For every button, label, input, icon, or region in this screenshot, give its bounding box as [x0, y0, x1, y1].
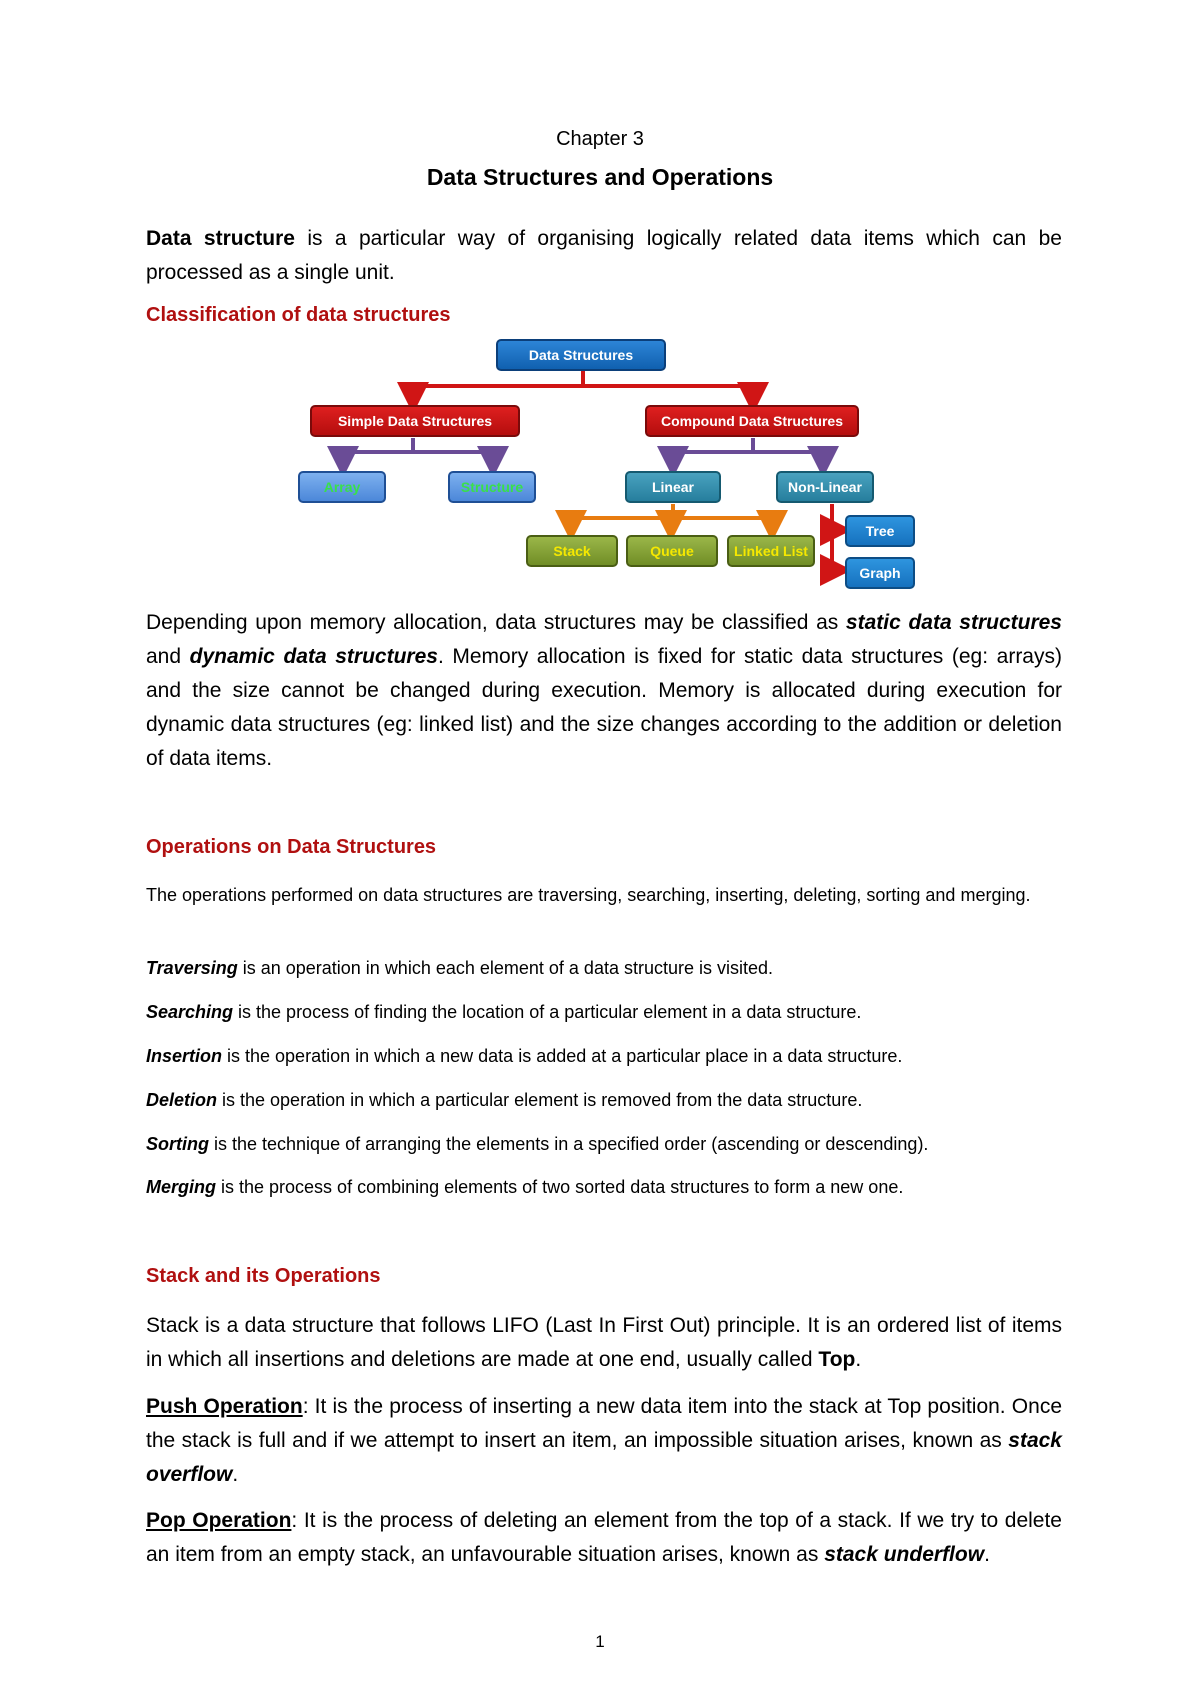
node-label-queue: Queue	[650, 543, 694, 559]
operation-item	[146, 1041, 1062, 1071]
node-label-root: Data Structures	[528, 347, 634, 363]
operation-text: is the operation in which a particular element is removed from the data structure.	[217, 1090, 863, 1110]
memory-text-2: and	[146, 645, 190, 668]
node-data-structures	[497, 340, 665, 370]
simple-connectors	[343, 438, 493, 470]
operation-term: Sorting	[146, 1134, 209, 1154]
stack-heading: Stack and its Operations	[146, 1265, 381, 1287]
node-graph	[846, 558, 914, 588]
node-stack	[527, 536, 617, 566]
node-label-graph: Graph	[859, 565, 901, 581]
operation-term: Insertion	[146, 1046, 223, 1066]
operation-term: Traversing	[146, 958, 238, 978]
operation-text: is the process of finding the location of a particular element in a data structure.	[233, 1002, 862, 1022]
node-array	[299, 472, 385, 502]
intro-term: Data structure	[146, 227, 295, 250]
pop-operation-paragraph	[146, 1504, 1062, 1572]
operation-item	[146, 997, 1062, 1027]
operation-text: is the operation in which a new data is added at a particular place in a data structure.	[222, 1046, 903, 1066]
stack-intro-text: Stack is a data structure that follows LIFO (Last In First Out) principle. It is an ordered list of items in which all insertions and deletions are made at one end, usually called	[146, 1314, 1062, 1371]
page-number: 1	[595, 1632, 605, 1651]
memory-allocation-paragraph	[146, 606, 1062, 776]
memory-text-3: . Memory allocation is fixed for static data structures (eg: arrays) and the size cannot be changed during execution. Memory is allocated during execution for dynamic data structures (eg: linked list) and the size changes according to the addition or deletion of data items.	[146, 645, 1062, 770]
node-label-structure: Structure	[460, 479, 524, 495]
node-compound-data-structures	[646, 406, 858, 436]
pop-operation-end: .	[984, 1543, 990, 1566]
node-label-tree: Tree	[865, 523, 895, 539]
stack-underflow-term: stack underflow	[824, 1543, 985, 1566]
memory-text-1: Depending upon memory allocation, data structures may be classified as	[146, 611, 846, 634]
stack-intro-end: .	[855, 1348, 862, 1371]
operation-text: is an operation in which each element of a data structure is visited.	[237, 958, 774, 978]
operation-term: Deletion	[146, 1090, 218, 1110]
node-label-nonlinear: Non-Linear	[788, 479, 862, 495]
operation-item	[146, 953, 1062, 983]
dynamic-term: dynamic data structures	[189, 645, 438, 668]
compound-connectors	[673, 438, 823, 470]
operation-item	[146, 1172, 1062, 1202]
node-label-linkedlist: Linked List	[734, 543, 808, 559]
classification-heading: Classification of data structures	[146, 304, 451, 326]
operation-text: is the technique of arranging the elements in a specified order (ascending or descending).	[209, 1134, 929, 1154]
node-linked-list	[728, 536, 814, 566]
operation-item	[146, 1129, 1062, 1159]
operation-term: Searching	[146, 1002, 234, 1022]
push-operation-text: : It is the process of inserting a new data item into the stack at Top position. Once the stack is full and if we attempt to insert an item, an impossible situation arises, known as	[146, 1395, 1062, 1452]
node-structure	[449, 472, 535, 502]
pop-operation-text: : It is the process of deleting an element from the top of a stack. If we try to delete an item from an empty stack, an unfavourable situation arises, known as	[146, 1509, 1062, 1566]
stack-overflow-term: stack overflow	[146, 1429, 1062, 1486]
push-operation-label: Push Operation	[146, 1395, 303, 1418]
push-operation-paragraph	[146, 1390, 1062, 1492]
static-term: static data structures	[845, 611, 1062, 634]
top-term: Top	[818, 1348, 856, 1371]
node-label-linear: Linear	[651, 479, 695, 495]
root-connectors	[413, 368, 753, 406]
node-label-simple: Simple Data Structures	[337, 413, 493, 429]
operation-term: Merging	[146, 1177, 216, 1197]
node-queue	[627, 536, 717, 566]
operation-item	[146, 1085, 1062, 1115]
node-label-stack: Stack	[553, 543, 591, 559]
pop-operation-label: Pop Operation	[146, 1509, 292, 1532]
node-label-compound: Compound Data Structures	[660, 413, 844, 429]
intro-paragraph	[146, 222, 1062, 290]
linear-connectors	[571, 504, 772, 534]
node-tree	[846, 516, 914, 546]
chapter-label: Chapter 3	[556, 128, 644, 150]
page-title: Data Structures and Operations	[426, 164, 774, 190]
nonlinear-connectors	[832, 504, 844, 570]
stack-intro	[146, 1309, 1062, 1377]
node-simple-data-structures	[311, 406, 519, 436]
operations-heading: Operations on Data Structures	[146, 836, 437, 858]
operation-text: is the process of combining elements of two sorted data structures to form a new one.	[216, 1177, 904, 1197]
intro-text: is a particular way of organising logically related data items which can be processed as a single unit.	[146, 227, 1062, 284]
node-non-linear	[777, 472, 873, 502]
node-linear	[626, 472, 720, 502]
node-label-array: Array	[323, 479, 361, 495]
push-operation-end: .	[232, 1463, 239, 1486]
operations-intro: The operations performed on data structures are traversing, searching, inserting, deleting, sorting and merging.	[146, 885, 1031, 905]
classification-diagram	[0, 330, 1200, 600]
